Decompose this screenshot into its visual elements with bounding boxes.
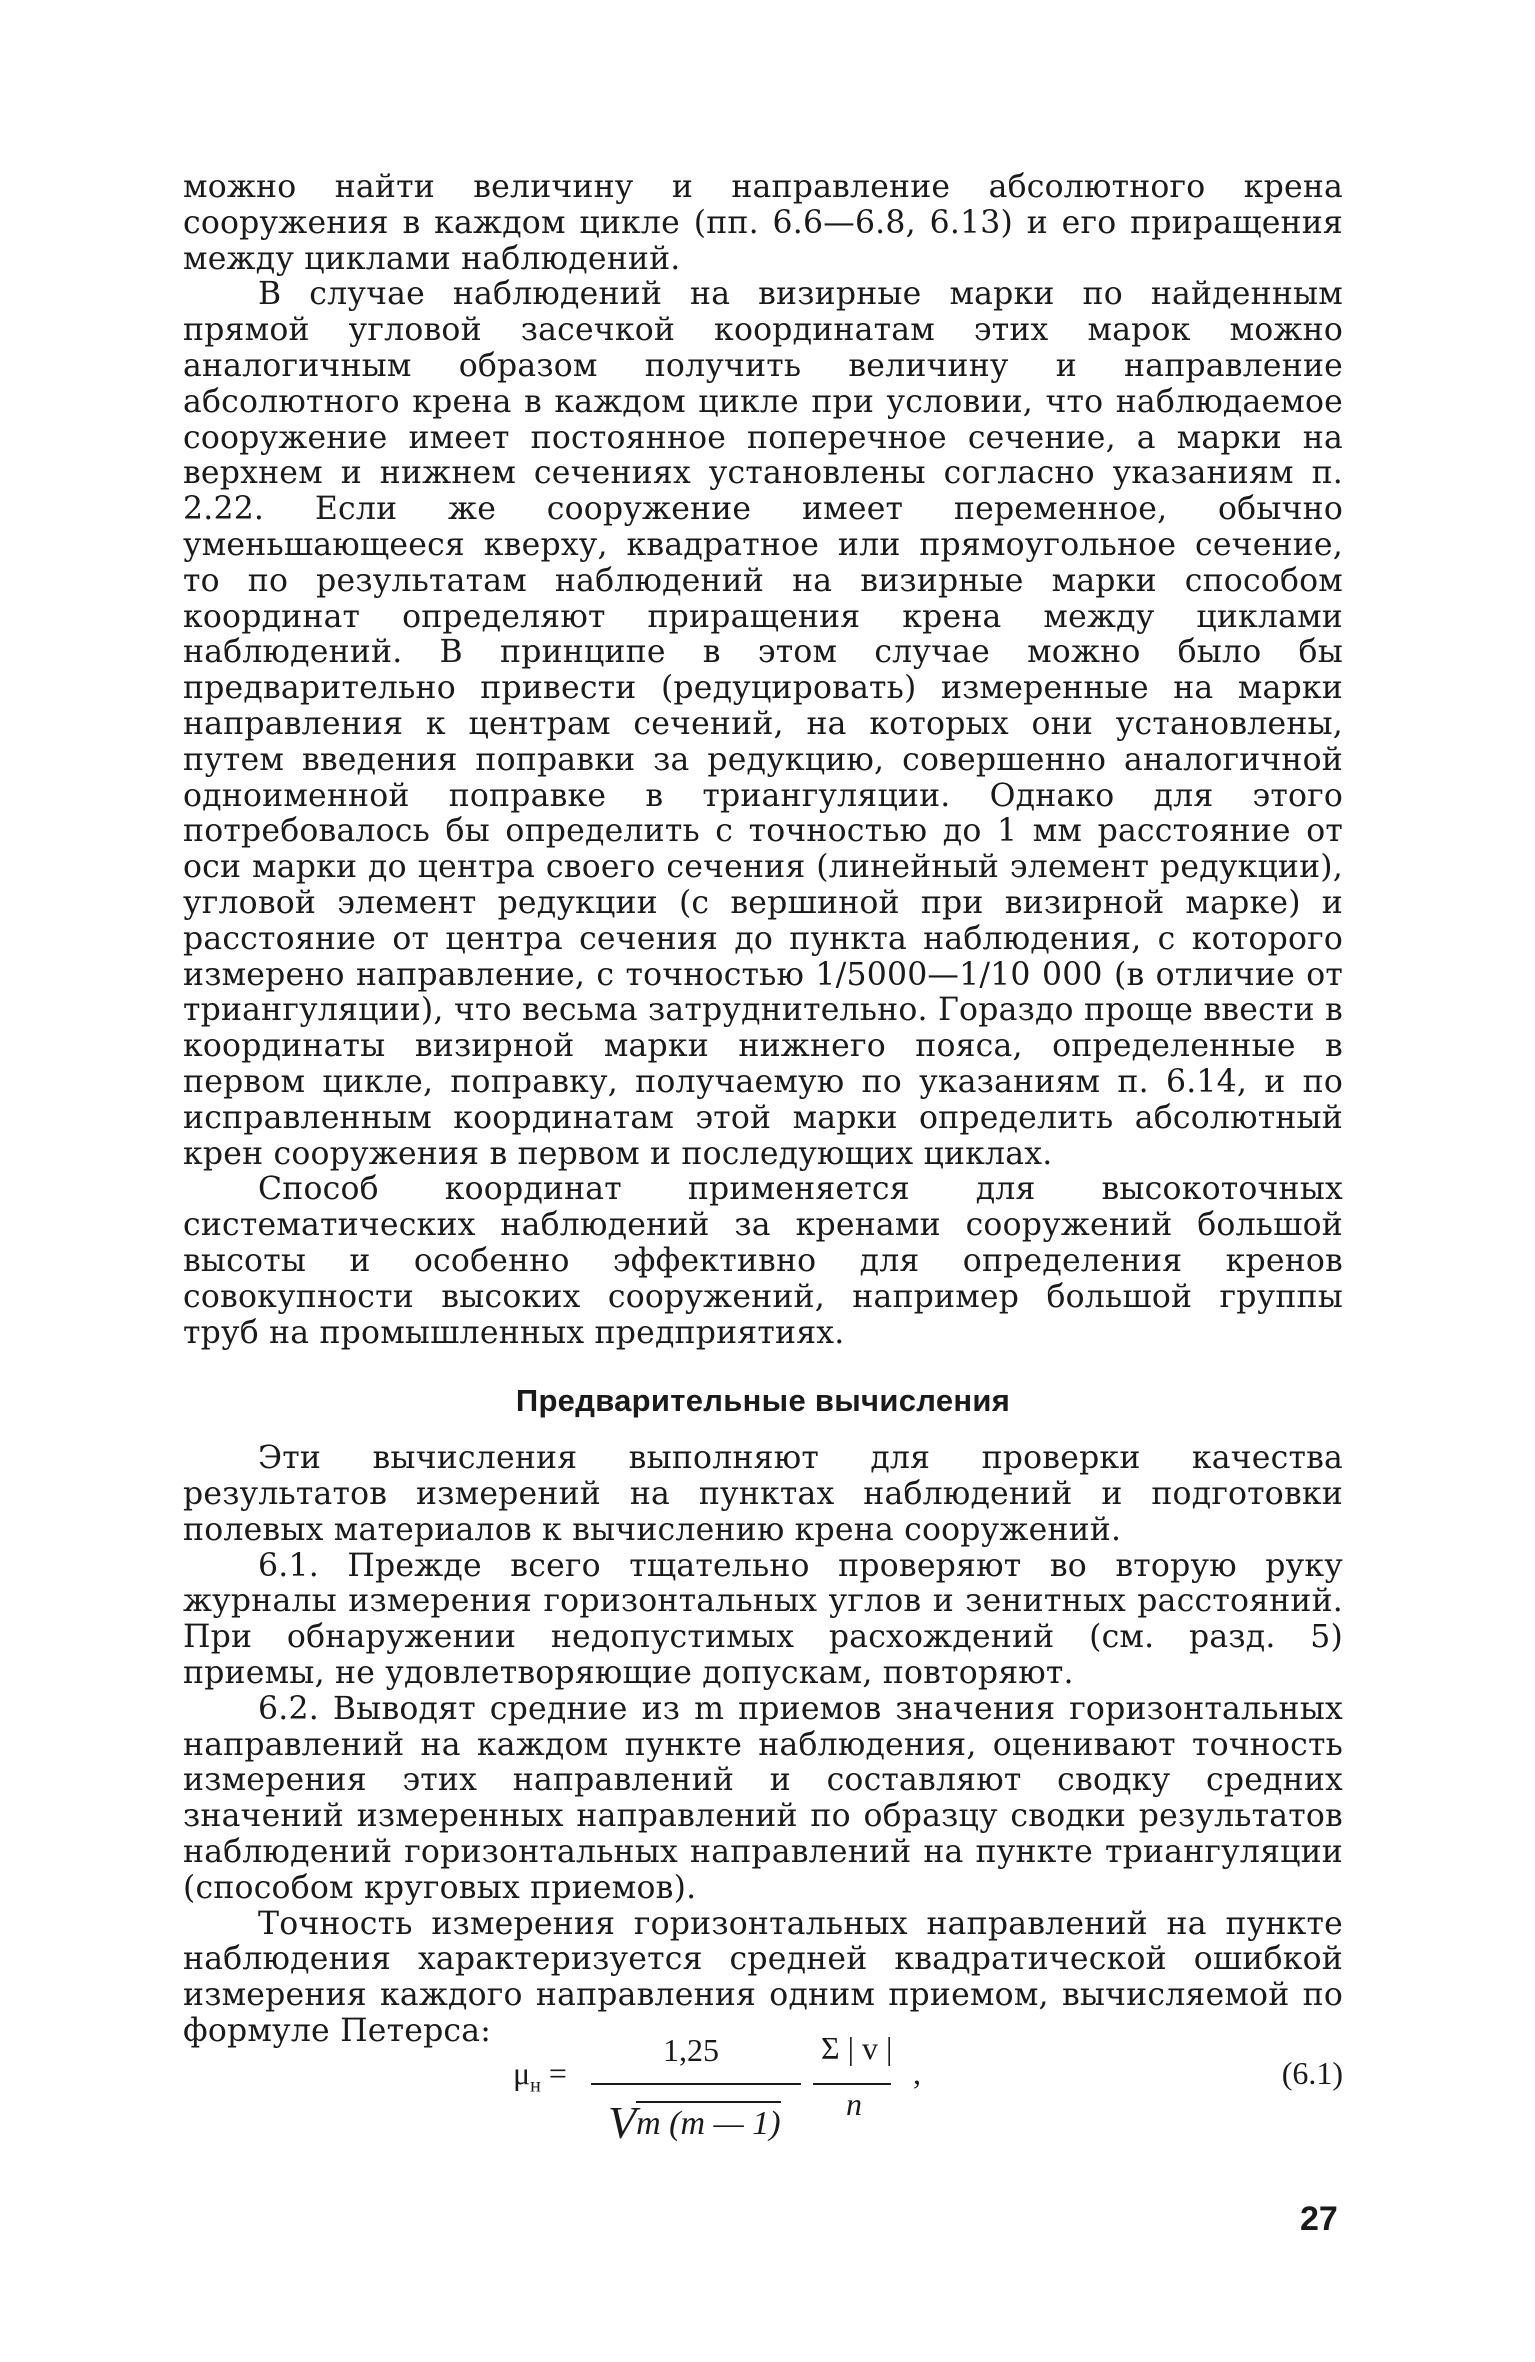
paragraph-4: Эти вычисления выполняют для проверки качества результатов измерений на пунктах наблюдений и подготовки полевых материалов к вычислению крена сооружений. [183,1440,1343,1548]
paragraph-2: В случае наблюдений на визирные марки по найденным прямой угловой засечкой координатам этих марок можно аналогичным образом получить величину и направление абсолютного крена в каждом цикле при условии, что наблюдаемое сооружение имеет постоянное поперечное сечение, а марки на верхнем и нижнем сечениях установлены согласно указаниям п. 2.22. Если же сооружение имеет переменное, обычно уменьшающееся кверху, квадратное или прямоугольное сечение, то по результатам наблюдений на визирные марки способом координат определяют приращения крена между циклами наблюдений. В принципе в этом случае можно было бы предварительно привести (редуцировать) измеренные на марки направления к центрам сечений, на которых они установлены, путем введения поправки за редукцию, совершенно аналогичной одноименной поправке в триангуляции. Однако для этого потребовалось бы определить с точностью до 1 мм расстояние от оси марки до центра своего сечения (линейный элемент редукции), угловой элемент редукции (с вершиной при визирной марке) и расстояние от центра сечения до пункта наблюдения, с которого измерено направление, с точностью 1/5000—1/10 000 (в отличие от триангуляции), что весьма затруднительно. Гораздо проще ввести в координаты визирной марки нижнего пояса, определенные в первом цикле, поправку, получаемую по указаниям п. 6.14, и по исправленным координатам этой марки определить абсолютный крен сооружения в первом и последующих циклах. [183,276,1343,1172]
formula-row [183,2010,1343,2148]
formula-comma: , [913,2055,921,2091]
formula-lhs: $\mu_н$ = [513,2055,567,2097]
paragraph-7: Точность измерения горизонтальных направлений на пункте наблюдения характеризуется средней квадратической ошибкой измерения каждого направления одним приемом, вычисляемой по формуле Петерса: [183,1905,1343,2050]
fraction-bar-2 [813,2083,891,2085]
paragraph-5: 6.1. Прежде всего тщательно проверяют во вторую руку журналы измерения горизонтальных углов и зенитных расстояний. При обнаружении недопустимых расхождений (см. разд. 5) приемы, не удовлетворяющие допускам, повторяют. [183,1547,1343,1692]
fraction-bar-1 [591,2083,801,2085]
paragraph-3: Способ координат применяется для высокоточных систематических наблюдений за кренами сооружений большой высоты и особенно эффективно для определения кренов совокупности высоких сооружений, например большой группы труб на промышленных предприятиях. [183,1171,1343,1351]
page-number: 27 [1300,2200,1338,2238]
paragraph-1: можно найти величину и направление абсолютного крена сооружения в каждом цикле (пп. 6.6—6.8, 6.13) и его приращения между циклами наблюдений. [183,169,1343,277]
formula-numerator-1: 1,25 [663,2032,719,2068]
paragraph-6: 6.2. Выводят средние из m приемов значения горизонтальных направлений на каждом пункте наблюдения, оценивают точность измерения этих направлений и составляют сводку средних значений измеренных направлений по образцу сводки результатов наблюдений горизонтальных направлений на пункте триангуляции (способом круговых приемов). [183,1690,1343,1906]
formula-denominator-2: n [846,2086,862,2122]
page-body [183,170,1343,2050]
peters-formula [513,2010,983,2148]
formula-numerator-2: Σ | v | [821,2030,893,2066]
section-heading: Предварительные вычисления [515,1383,1011,1419]
formula-denominator-1: Vm (m — 1) [608,2097,781,2148]
equation-number: (6.1) [1281,2055,1343,2091]
